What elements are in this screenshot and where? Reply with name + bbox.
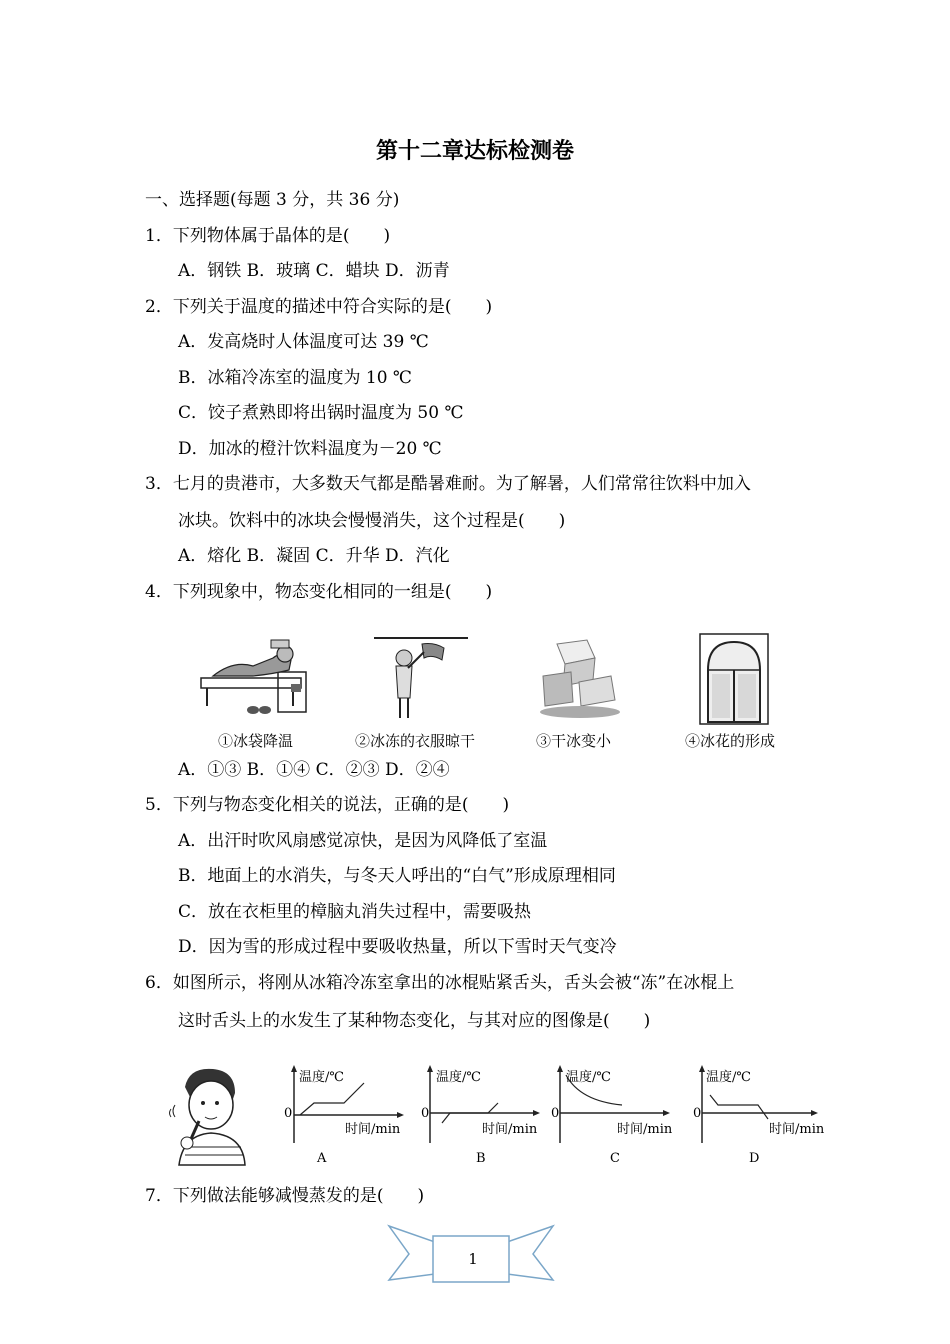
graph-a-label: A — [317, 1151, 327, 1166]
graph-b-ylabel: 温度/℃ — [436, 1070, 481, 1085]
caption-4: ④冰花的形成 — [685, 732, 776, 750]
question-1: 1．下列物体属于晶体的是( ) — [145, 226, 391, 246]
question-1-options: A．钢铁 B．玻璃 C．蜡块 D．沥青 — [178, 261, 450, 281]
page-title: 第十二章达标检测卷 — [375, 139, 574, 164]
graph-a-origin: 0 — [284, 1106, 293, 1121]
question-2: 2．下列关于温度的描述中符合实际的是( ) — [145, 297, 493, 317]
graph-c-ylabel: 温度/℃ — [566, 1070, 611, 1085]
ice-bag-illustration — [193, 630, 323, 725]
question-5-option-d: D．因为雪的形成过程中要吸收热量，所以下雪时天气变冷 — [178, 937, 617, 957]
question-5-option-c: C．放在衣柜里的樟脑丸消失过程中，需要吸热 — [178, 902, 532, 922]
section-heading: 一、选择题(每题 3 分，共 36 分) — [145, 190, 400, 210]
question-5-option-a: A．出汗时吹风扇感觉凉快，是因为风降低了室温 — [178, 831, 548, 851]
caption-1: ①冰袋降温 — [218, 732, 294, 750]
caption-2: ②冰冻的衣服晾干 — [355, 732, 476, 750]
graph-d-xlabel: 时间/min — [769, 1122, 825, 1137]
question-2-option-b: B．冰箱冷冻室的温度为 10 ℃ — [178, 368, 412, 388]
frozen-clothes-illustration — [372, 632, 472, 727]
page-number: 1 — [468, 1250, 478, 1268]
question-5: 5．下列与物态变化相关的说法，正确的是( ) — [145, 795, 510, 815]
question-6: 6．如图所示，将刚从冰箱冷冻室拿出的冰棍贴紧舌头，舌头会被“冻”在冰棍上 — [145, 973, 735, 993]
question-2-option-a: A．发高烧时人体温度可达 39 ℃ — [178, 332, 429, 352]
question-2-option-c: C．饺子煮熟即将出锅时温度为 50 ℃ — [178, 403, 464, 423]
boy-with-popsicle-illustration — [165, 1065, 250, 1170]
question-6-cont: 这时舌头上的水发生了某种物态变化，与其对应的图像是( ) — [178, 1011, 651, 1031]
question-3: 3．七月的贵港市，大多数天气都是酷暑难耐。为了解暑，人们常常往饮料中加入 — [145, 474, 751, 494]
question-2-option-d: D．加冰的橙汁饮料温度为－20 ℃ — [178, 439, 442, 459]
question-5-option-b: B．地面上的水消失，与冬天人呼出的“白气”形成原理相同 — [178, 866, 616, 886]
graph-c-label: C — [610, 1151, 620, 1166]
question-7: 7．下列做法能够减慢蒸发的是( ) — [145, 1186, 425, 1206]
graph-c-xlabel: 时间/min — [617, 1122, 673, 1137]
graph-b-xlabel: 时间/min — [482, 1122, 538, 1137]
graph-d-origin: 0 — [693, 1106, 702, 1121]
graph-c-origin: 0 — [551, 1106, 560, 1121]
graph-d-ylabel: 温度/℃ — [706, 1070, 751, 1085]
graph-b-origin: 0 — [421, 1106, 430, 1121]
question-4-options: A．①③ B．①④ C．②③ D．②④ — [178, 760, 450, 780]
caption-3: ③干冰变小 — [536, 732, 612, 750]
graph-b-label: B — [476, 1151, 486, 1166]
question-4: 4．下列现象中，物态变化相同的一组是( ) — [145, 582, 493, 602]
graph-d-label: D — [749, 1151, 760, 1166]
graph-a-xlabel: 时间/min — [345, 1122, 401, 1137]
frost-window-illustration — [700, 634, 770, 726]
question-3-options: A．熔化 B．凝固 C．升华 D．汽化 — [178, 546, 450, 566]
graph-a-ylabel: 温度/℃ — [299, 1070, 344, 1085]
dry-ice-illustration — [535, 636, 625, 721]
question-3-cont: 冰块。饮料中的冰块会慢慢消失，这个过程是( ) — [178, 511, 566, 531]
